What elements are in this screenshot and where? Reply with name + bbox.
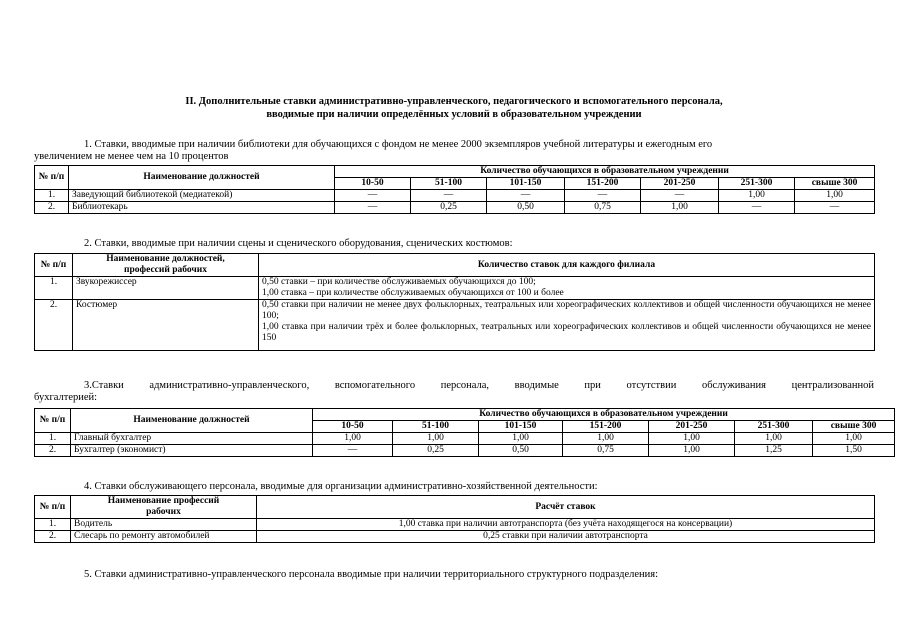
rate-value: 1,25 <box>735 445 813 457</box>
rate-value: 0,75 <box>565 202 641 214</box>
rate-description <box>259 277 875 300</box>
table-row <box>35 190 875 202</box>
range-header: 101-150 <box>479 421 563 433</box>
rate-calculation: 1,00 ставка при наличии автотранспорта (без учёта находящегося на консервации) <box>257 519 875 531</box>
service-staff-table <box>34 495 875 543</box>
row-number: 2. <box>35 202 69 214</box>
rate-value: 1,00 <box>813 433 895 445</box>
rate-line: 0,50 ставки – при количестве обслуживаемых обучающихся до 100; <box>262 277 536 287</box>
rate-value: — <box>487 190 565 202</box>
position-name: Звукорежиссер <box>73 277 259 300</box>
position-name: Библиотекарь <box>69 202 335 214</box>
column-header-number: № п/п <box>35 166 69 190</box>
row-number: 1. <box>35 277 73 300</box>
rate-value: 0,50 <box>487 202 565 214</box>
rate-value: 1,00 <box>313 433 393 445</box>
position-name: Главный бухгалтер <box>71 433 313 445</box>
rate-value: 0,75 <box>563 445 649 457</box>
rate-value: — <box>719 202 795 214</box>
row-number: 1. <box>35 519 71 531</box>
row-number: 1. <box>35 190 69 202</box>
rate-value: 1,00 <box>649 433 735 445</box>
range-header: 10-50 <box>313 421 393 433</box>
rate-line: 0,50 ставки при наличии не менее двух фольклорных, театральных или хореографических коллективов и общей численности обучающихся не менее 100; <box>262 300 871 321</box>
column-header-position: Наименование должностей <box>69 166 335 190</box>
range-header: 201-250 <box>641 178 719 190</box>
table-row <box>35 519 875 531</box>
rate-value: 1,00 <box>393 433 479 445</box>
range-header: 101-150 <box>487 178 565 190</box>
range-header: 51-100 <box>411 178 487 190</box>
rate-value: — <box>313 445 393 457</box>
rate-value: 1,00 <box>649 445 735 457</box>
range-header: 51-100 <box>393 421 479 433</box>
rate-value: 1,50 <box>813 445 895 457</box>
table-row <box>35 300 875 351</box>
table-row <box>35 433 895 445</box>
position-name: Костюмер <box>73 300 259 351</box>
rate-value: — <box>411 190 487 202</box>
rate-value: — <box>641 190 719 202</box>
range-header: 151-200 <box>565 178 641 190</box>
column-header-students-count: Количество обучающихся в образовательном учреждении <box>335 166 875 178</box>
range-header: свыше 300 <box>795 178 875 190</box>
rate-value: — <box>335 190 411 202</box>
table-row <box>35 202 875 214</box>
range-header: 251-300 <box>719 178 795 190</box>
range-header: свыше 300 <box>813 421 895 433</box>
position-name: Бухгалтер (экономист) <box>71 445 313 457</box>
section5-heading: 5. Ставки административно-управленческого персонала вводимые при наличии территориального структурного подразделения: <box>84 569 658 580</box>
rate-value: — <box>565 190 641 202</box>
column-header-position: Наименование должностей <box>71 409 313 433</box>
range-header: 201-250 <box>649 421 735 433</box>
section4-heading: 4. Ставки обслуживающего персонала, вводимые для организации административно-хозяйственной деятельности: <box>84 481 598 492</box>
rate-value: 0,25 <box>411 202 487 214</box>
section1-heading: 1. Ставки, вводимые при наличии библиотеки для обучающихся с фондом не менее 2000 экземпляров учебной литературы и ежегодным его увеличением не менее чем на 10 процентов <box>34 139 713 162</box>
rate-value: 1,00 <box>563 433 649 445</box>
rate-value: 0,50 <box>479 445 563 457</box>
section2-heading: 2. Ставки, вводимые при наличии сцены и сценического оборудования, сценических костюмов: <box>84 238 513 249</box>
column-header-students-count: Количество обучающихся в образовательном учреждении <box>313 409 895 421</box>
rate-value: — <box>335 202 411 214</box>
table-row <box>35 445 895 457</box>
column-header-calculation: Расчёт ставок <box>257 496 875 519</box>
rate-value: 1,00 <box>719 190 795 202</box>
rate-line: 1,00 ставка при наличии трёх и более фольклорных, театральных или хореографических коллективов и общей численности обучающихся не менее 150 <box>262 322 871 343</box>
column-header-number: № п/п <box>35 409 71 433</box>
range-header: 151-200 <box>563 421 649 433</box>
rate-value: 0,25 <box>393 445 479 457</box>
range-header: 251-300 <box>735 421 813 433</box>
table-row <box>35 531 875 543</box>
library-staff-table <box>34 165 875 214</box>
rate-description <box>259 300 875 351</box>
column-header-number: № п/п <box>35 496 71 519</box>
rate-value: 1,00 <box>795 190 875 202</box>
section-title-line1: II. Дополнительные ставки административно-управленческого, педагогического и вспомогательного персонала, <box>185 96 723 107</box>
profession-name: Слесарь по ремонту автомобилей <box>71 531 257 543</box>
rate-value: 1,00 <box>641 202 719 214</box>
range-header: 10-50 <box>335 178 411 190</box>
profession-name: Водитель <box>71 519 257 531</box>
rate-value: 1,00 <box>479 433 563 445</box>
column-header-position: Наименование должностей, профессий рабочих <box>73 254 259 277</box>
row-number: 2. <box>35 531 71 543</box>
row-number: 1. <box>35 433 71 445</box>
rate-calculation: 0,25 ставки при наличии автотранспорта <box>257 531 875 543</box>
stage-staff-table <box>34 253 875 351</box>
table-row <box>35 277 875 300</box>
row-number: 2. <box>35 445 71 457</box>
position-name: Заведующий библиотекой (медиатекой) <box>69 190 335 202</box>
column-header-rates: Количество ставок для каждого филиала <box>259 254 875 277</box>
column-header-profession: Наименование профессий рабочих <box>71 496 257 519</box>
column-header-number: № п/п <box>35 254 73 277</box>
rate-value: 1,00 <box>735 433 813 445</box>
rate-line: 1,00 ставка – при количестве обслуживаемых обучающихся от 100 и более <box>262 288 564 298</box>
section3-heading: 3.Ставки административно-управленческого, вспомогательного персонала, вводимые при отсутствии обслуживания централизованной бухгалтерией: <box>34 380 874 403</box>
section-title <box>34 95 874 121</box>
rate-value: — <box>795 202 875 214</box>
section-title-line2: вводимые при наличии определённых условий в образовательном учреждении <box>266 109 642 120</box>
accounting-staff-table <box>34 408 895 457</box>
row-number: 2. <box>35 300 73 351</box>
